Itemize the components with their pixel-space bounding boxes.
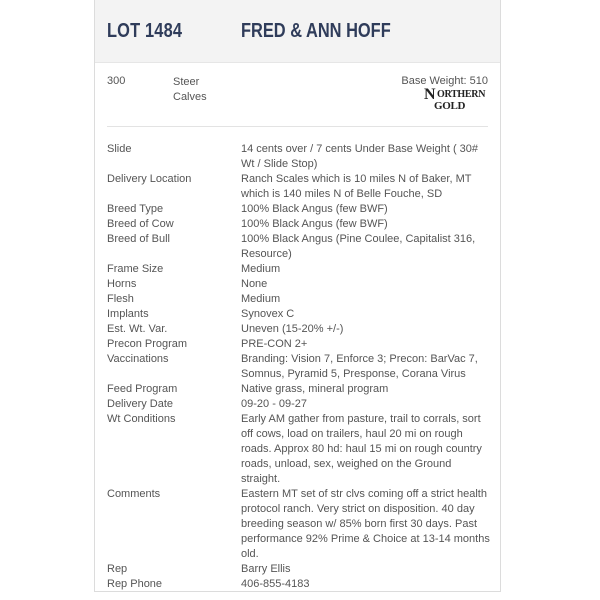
detail-value: PRE-CON 2+ <box>241 338 308 350</box>
lot-details-table <box>107 142 491 592</box>
northern-gold-logo <box>424 86 488 113</box>
detail-label: Est. Wt. Var. <box>107 323 168 335</box>
detail-value: 100% Black Angus (few BWF) <box>241 218 388 230</box>
logo-line2: GOLD <box>434 100 466 112</box>
detail-row <box>107 142 491 172</box>
detail-row <box>107 172 491 202</box>
lot-number: LOT 1484 <box>107 20 183 42</box>
detail-label: Breed of Bull <box>107 233 170 245</box>
detail-row <box>107 412 491 487</box>
detail-value: Branding: Vision 7, Enforce 3; Precon: BarVac 7, Somnus, Pyramid 5, Presponse, Corana Virus <box>241 353 478 380</box>
detail-value: None <box>241 278 268 290</box>
head-count: 300 <box>107 75 126 87</box>
seller-name: FRED & ANN HOFF <box>241 20 391 42</box>
detail-value: 406-855-4183 <box>241 578 310 590</box>
detail-label: Rep Phone <box>107 578 163 590</box>
detail-label: Feed Program <box>107 383 178 395</box>
detail-row <box>107 397 491 412</box>
cattle-type <box>173 75 207 105</box>
divider <box>107 126 488 127</box>
detail-label: Comments <box>107 488 161 500</box>
detail-row <box>107 382 491 397</box>
detail-label: Delivery Date <box>107 398 174 410</box>
detail-label: Slide <box>107 143 132 155</box>
detail-row <box>107 232 491 262</box>
detail-value: 09-20 - 09-27 <box>241 398 308 410</box>
cattle-type-line2: Calves <box>173 91 207 103</box>
detail-label: Vaccinations <box>107 353 169 365</box>
detail-label: Implants <box>107 308 149 320</box>
detail-row <box>107 292 491 307</box>
detail-row <box>107 562 491 577</box>
cattle-type-line1: Steer <box>173 76 200 88</box>
detail-row <box>107 487 491 562</box>
base-weight: Base Weight: 510 <box>401 75 488 87</box>
detail-label: Rep <box>107 563 128 575</box>
detail-value: Early AM gather from pasture, trail to corrals, sort off cows, load on trailers, haul 20 mi on rough roads. Approx 80 hd: haul 15 mi on rough country roads, unload, sex, weighed on the Ground straight. <box>241 413 482 485</box>
detail-row <box>107 202 491 217</box>
lot-header <box>95 0 500 63</box>
detail-label: Wt Conditions <box>107 413 176 425</box>
detail-row <box>107 577 491 592</box>
detail-row <box>107 307 491 322</box>
detail-row <box>107 337 491 352</box>
detail-label: Precon Program <box>107 338 188 350</box>
detail-value: Barry Ellis <box>241 563 291 575</box>
detail-value: 100% Black Angus (Pine Coulee, Capitalist 316, Resource) <box>241 233 476 260</box>
detail-value: Native grass, mineral program <box>241 383 389 395</box>
lot-summary <box>95 63 500 125</box>
logo-initial: N <box>424 86 436 103</box>
detail-row <box>107 352 491 382</box>
detail-value: Eastern MT set of str clvs coming off a strict health protocol ranch. Very strict on disposition. 40 day breeding season w/ 85% born first 30 days. Past performance 92% Prime & Choice at 13-14 months old. <box>241 488 490 560</box>
detail-value: 14 cents over / 7 cents Under Base Weight ( 30# Wt / Slide Stop) <box>241 143 479 170</box>
detail-value: Medium <box>241 263 281 275</box>
detail-label: Delivery Location <box>107 173 192 185</box>
detail-row <box>107 277 491 292</box>
detail-value: Synovex C <box>241 308 295 320</box>
detail-row <box>107 217 491 232</box>
detail-label: Breed of Cow <box>107 218 174 230</box>
detail-value: Uneven (15-20% +/-) <box>241 323 344 335</box>
detail-label: Flesh <box>107 293 134 305</box>
detail-label: Breed Type <box>107 203 164 215</box>
detail-value: Ranch Scales which is 10 miles N of Baker, MT which is 140 miles N of Belle Fouche, SD <box>241 173 472 200</box>
lot-card <box>94 0 501 592</box>
detail-value: Medium <box>241 293 281 305</box>
detail-row <box>107 322 491 337</box>
logo-line1: ORTHERN <box>437 89 486 100</box>
detail-value: 100% Black Angus (few BWF) <box>241 203 388 215</box>
detail-row <box>107 262 491 277</box>
detail-label: Horns <box>107 278 137 290</box>
detail-label: Frame Size <box>107 263 164 275</box>
